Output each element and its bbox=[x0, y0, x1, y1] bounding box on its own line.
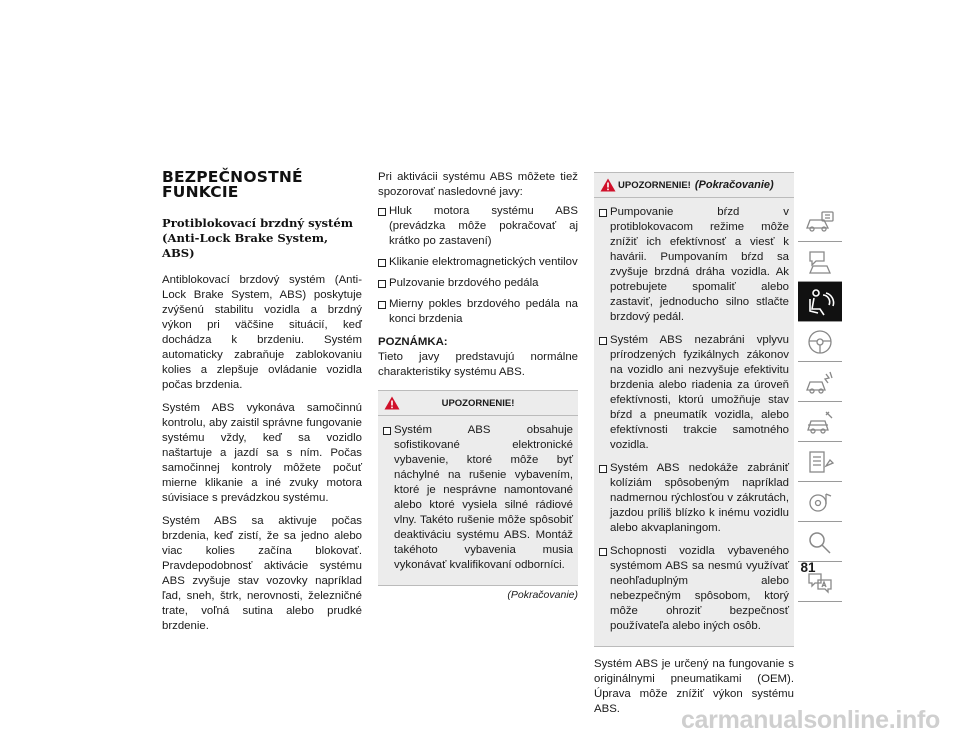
warning-title-continued: (Pokračovanie) bbox=[694, 178, 774, 191]
list-item: Pumpovanie bŕzd v protiblokovacom režime môže znížiť ich efektívnosť a viesť k havárii. Pumpovaním bŕzd sa zvyšuje brzdná dráha vozidla. Ak potrebujete spomaliť alebo zastaviť, jednoducho silno stlačte brzdový pedál. bbox=[599, 205, 789, 325]
note-text: Tieto javy predstavujú normálne charakteristiky systému ABS. bbox=[378, 351, 578, 378]
section-title: BEZPEČNOSTNÉ FUNKCIE bbox=[162, 168, 303, 201]
page-number: 81 bbox=[800, 560, 816, 575]
list-item: Klikanie elektromagnetických ventilov bbox=[378, 255, 578, 270]
tab-getting-to-know[interactable] bbox=[798, 202, 842, 242]
list-item: Systém ABS nezabráni vplyvu prírodzených fyzikálnych zákonov na vozidlo ani nezvyšuje efektivitu brzdenia alebo riadenia za úroveň efektívnosti, ktorú umožňuje stav bŕzd a pneumatík vozidla, alebo efektívnosti trakcie samotného vozidla. bbox=[599, 333, 789, 453]
intro-paragraph: Pri aktivácii systému ABS môžete tiež spozorovať nasledovné javy: bbox=[378, 171, 578, 198]
tab-emergency[interactable] bbox=[798, 362, 842, 402]
continued-label: (Pokračovanie) bbox=[507, 589, 578, 601]
watermark: carmanualsonline.info bbox=[680, 706, 940, 734]
warning-header bbox=[594, 173, 794, 198]
warning-title: UPOZORNENIE! bbox=[618, 179, 691, 191]
car-service-icon bbox=[804, 408, 836, 436]
tab-index[interactable] bbox=[798, 522, 842, 562]
paragraph: Systém ABS sa aktivuje počas brzdenia, keď zistí, že sa jedno alebo viac kolies začína blokovať. Pravdepodobnosť aktivácie systému ABS zvyšuje stav vozovky napríklad ľad, sneh, štrk, nerovnosti, železničné trate, voľná sutina alebo prudké brzdenie. bbox=[162, 515, 362, 632]
column-3 bbox=[594, 172, 794, 725]
tab-multimedia[interactable] bbox=[798, 482, 842, 522]
list-item: Mierny pokles brzdového pedála na konci brzdenia bbox=[378, 297, 578, 327]
checkbox-bullet-icon bbox=[378, 259, 386, 267]
abs-symptoms-list bbox=[378, 204, 578, 327]
checkbox-bullet-icon bbox=[599, 548, 607, 556]
tab-starting-driving[interactable] bbox=[798, 322, 842, 362]
list-item: Systém ABS obsahuje sofistikované elektronické vybavenie, ktoré môže byť náchylné na rušenie vybavením, ktoré je nesprávne namontované alebo ktoré vysiela silné rádiové vlny. Takéto rušenie môže spôsobiť deaktiváciu systému ABS. Montáž takéhoto vybavenia musia vykonávať kvalifikovaní odborníci. bbox=[383, 423, 573, 573]
car-crash-icon bbox=[804, 368, 836, 396]
tab-technical-specs[interactable] bbox=[798, 442, 842, 482]
list-item: Systém ABS nedokáže zabrániť kolíziám spôsobeným napríklad nadmernou rýchlosťou v zákrutách, jazdou príliš blízko k inému vozidlu alebo akvaplaningom. bbox=[599, 461, 789, 536]
warning-box bbox=[378, 390, 578, 586]
paragraph: Antiblokovací brzdový systém (Anti-Lock Brake System, ABS) poskytuje zvýšenú stabilitu vozidla a brzdný výkon pri väčšine situácií, keď dochádza k brzdeniu. Systém automaticky zabraňuje zablokovaniu kolies a zlepšuje ovládanie vozidla počas brzdenia. bbox=[162, 274, 362, 391]
list-item: Hluk motora systému ABS (prevádzka môže pokračovať aj krátko po zastavení) bbox=[378, 204, 578, 249]
warning-box-continued bbox=[594, 172, 794, 647]
note-label: POZNÁMKA: bbox=[378, 336, 448, 348]
list-item: Schopnosti vozidla vybaveného systémom ABS sa nesmú využívať neohľaduplným alebo nebezpečným spôsobom, ktorý môže ohroziť bezpečnosť používateľa alebo iných osôb. bbox=[599, 544, 789, 634]
multimedia-icon bbox=[804, 488, 836, 516]
checkbox-bullet-icon bbox=[378, 280, 386, 288]
warning-list bbox=[383, 423, 573, 573]
paragraph: Systém ABS je určený na fungovanie s originálnymi pneumatikami (OEM). Úprava môže znížiť výkon systému ABS. bbox=[594, 658, 794, 715]
column-1 bbox=[162, 170, 362, 642]
tab-servicing[interactable] bbox=[798, 402, 842, 442]
column-2 bbox=[378, 170, 578, 603]
checkbox-bullet-icon bbox=[378, 208, 386, 216]
car-dashboard-icon bbox=[804, 208, 836, 236]
tab-safety[interactable] bbox=[798, 282, 842, 322]
list-item: Pulzovanie brzdového pedála bbox=[378, 276, 578, 291]
warning-header bbox=[378, 391, 578, 416]
chapter-tabs bbox=[798, 202, 842, 602]
search-index-icon bbox=[804, 528, 836, 556]
checkbox-bullet-icon bbox=[599, 465, 607, 473]
warning-triangle-icon bbox=[600, 178, 616, 192]
warning-triangle-icon bbox=[384, 396, 400, 410]
checkbox-bullet-icon bbox=[599, 209, 607, 217]
warning-title: UPOZORNENIE! bbox=[441, 397, 515, 409]
checkbox-bullet-icon bbox=[378, 301, 386, 309]
warning-list bbox=[599, 205, 789, 634]
abs-subtitle: Protiblokovací brzdný systém (Anti-Lock Brake System, ABS) bbox=[162, 216, 353, 260]
checkbox-bullet-icon bbox=[383, 427, 391, 435]
car-message-icon bbox=[804, 248, 836, 276]
tab-instrument-panel[interactable] bbox=[798, 242, 842, 282]
steering-wheel-icon bbox=[804, 328, 836, 356]
paragraph: Systém ABS vykonáva samočinnú kontrolu, aby zaistil správne fungovanie systému vždy, keď sa vozidlo naštartuje a jazdí sa s ním. Počas samočinnej kontroly môžete počuť mierne klikanie a iné zvuky motora súvisiace s prevádzkou systému. bbox=[162, 402, 362, 504]
airbag-seat-icon bbox=[804, 287, 836, 317]
checkbox-bullet-icon bbox=[599, 337, 607, 345]
specifications-list-icon bbox=[804, 448, 836, 476]
